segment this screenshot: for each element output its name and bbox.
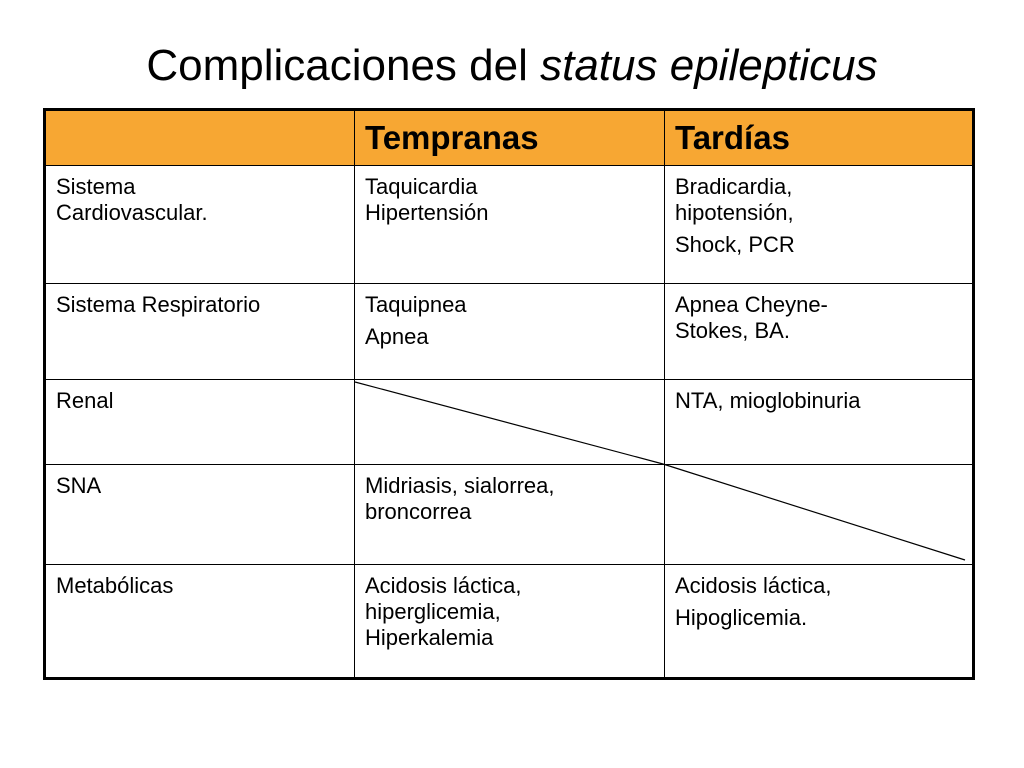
cell-tempranas-empty bbox=[355, 380, 665, 464]
table-row-sna bbox=[45, 464, 974, 564]
slide-title bbox=[0, 40, 1024, 92]
table-row-cardiovascular bbox=[45, 166, 974, 284]
header-tempranas: Tempranas bbox=[355, 110, 665, 166]
cell-tardias bbox=[665, 564, 974, 678]
cell-line: Midriasis, sialorrea, bbox=[365, 472, 555, 498]
cell-system bbox=[45, 564, 355, 678]
cell-line: Cardiovascular. bbox=[56, 200, 208, 226]
cell-line: Sistema bbox=[56, 174, 136, 200]
cell-line: Stokes, BA. bbox=[675, 318, 790, 344]
title-normal: Complicaciones del bbox=[146, 41, 528, 90]
cell-line: Sistema Respiratorio bbox=[56, 292, 261, 318]
cell-line: Acidosis láctica, bbox=[675, 572, 832, 598]
title-italic: status epilepticus bbox=[540, 41, 878, 90]
complications-table bbox=[43, 108, 975, 680]
cell-line: hiperglicemia, bbox=[365, 598, 501, 624]
cell-tempranas bbox=[355, 564, 665, 678]
cell-line: Apnea bbox=[365, 324, 429, 350]
cell-line: Taquicardia bbox=[365, 174, 478, 200]
cell-line: broncorrea bbox=[365, 498, 472, 524]
cell-line: Bradicardia, bbox=[675, 174, 793, 200]
cell-tempranas bbox=[355, 166, 665, 284]
cell-line: Shock, PCR bbox=[675, 232, 795, 258]
cell-line: Taquipnea bbox=[365, 292, 467, 318]
cell-system bbox=[45, 284, 355, 380]
cell-line: Hiperkalemia bbox=[365, 624, 494, 650]
cell-system bbox=[45, 380, 355, 464]
cell-tardias bbox=[665, 284, 974, 380]
cell-tardias-empty bbox=[665, 464, 974, 564]
cell-tempranas bbox=[355, 284, 665, 380]
table-row-metabolicas bbox=[45, 564, 974, 678]
cell-line: Hipertensión bbox=[365, 200, 489, 226]
header-empty-cell bbox=[45, 110, 355, 166]
cell-line: NTA, mioglobinuria bbox=[675, 388, 861, 414]
cell-line: SNA bbox=[56, 472, 102, 498]
table-row-renal bbox=[45, 380, 974, 464]
cell-line: Metabólicas bbox=[56, 572, 174, 598]
cell-line: Acidosis láctica, bbox=[365, 572, 522, 598]
cell-line: hipotensión, bbox=[675, 200, 794, 226]
table-header-row bbox=[45, 110, 974, 166]
cell-system bbox=[45, 464, 355, 564]
cell-tempranas bbox=[355, 464, 665, 564]
cell-system bbox=[45, 166, 355, 284]
cell-line: Hipoglicemia. bbox=[675, 604, 808, 630]
cell-line: Renal bbox=[56, 388, 114, 414]
header-tardias: Tardías bbox=[665, 110, 974, 166]
table-row-respiratorio bbox=[45, 284, 974, 380]
cell-tardias bbox=[665, 380, 974, 464]
cell-tardias bbox=[665, 166, 974, 284]
complications-table-wrapper bbox=[43, 108, 972, 680]
cell-line: Apnea Cheyne- bbox=[675, 292, 828, 318]
